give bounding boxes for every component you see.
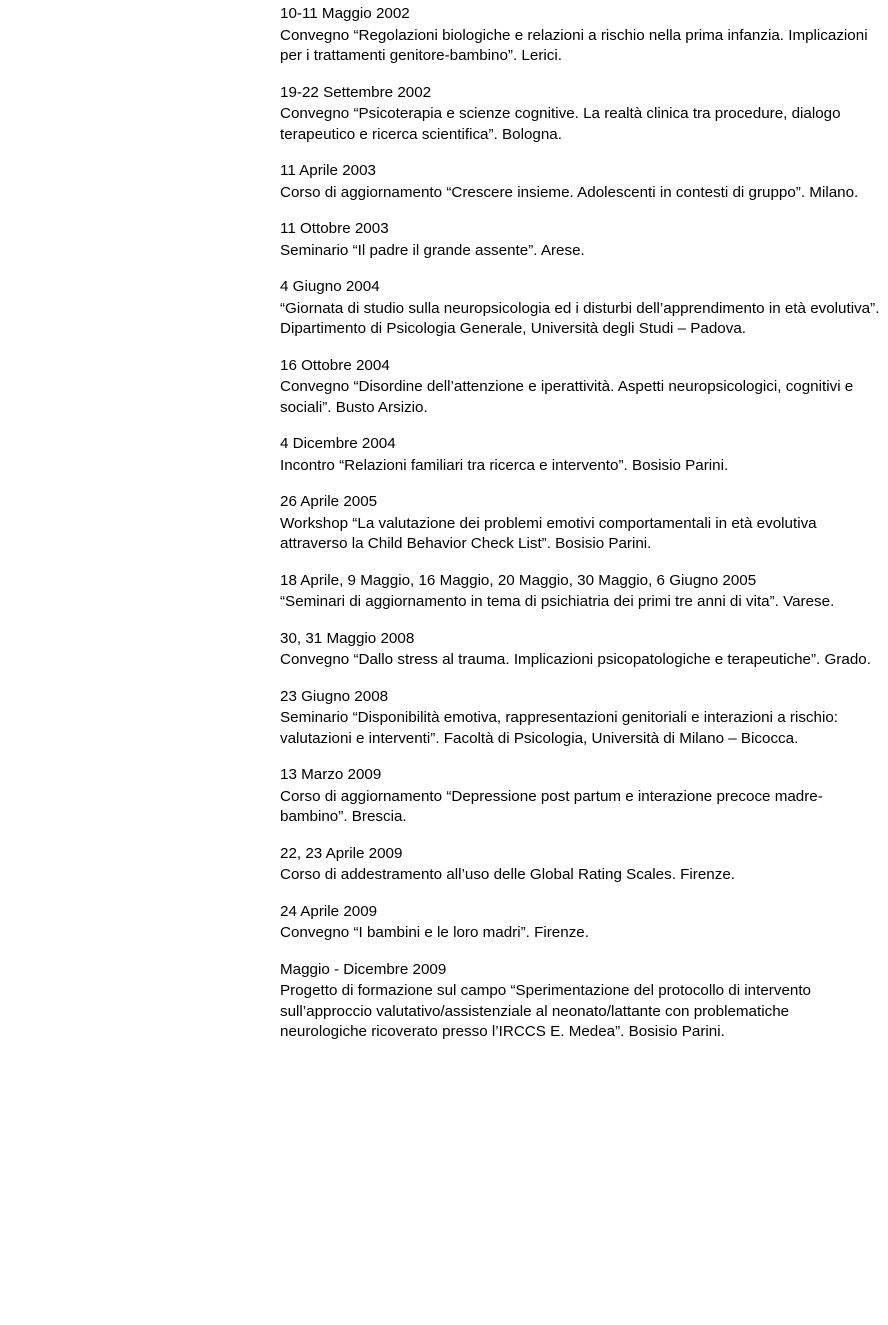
training-entries-list [280, 4, 880, 1059]
list-item [280, 434, 880, 476]
list-item [280, 83, 880, 146]
entry-date: 26 Aprile 2005 [280, 493, 378, 510]
list-item [280, 277, 880, 340]
entry-description: “Seminari di aggiornamento in tema di psichiatria dei primi tre anni di vita”. Varese. [280, 593, 835, 610]
entry-date: 13 Marzo 2009 [280, 766, 382, 783]
entry-description: “Giornata di studio sulla neuropsicologia ed i disturbi dell’apprendimento in età evolutiva”. Dipartimento di Psicologia Generale, Università degli Studi – Padova. [280, 299, 880, 337]
list-item [280, 492, 880, 555]
entry-description: Progetto di formazione sul campo “Sperimentazione del protocollo di intervento sull’approccio valutativo/assistenziale al neonato/lattante con problematiche neurologiche ricoverato presso l’IRCCS E. Medea”. Bosisio Parini. [280, 982, 812, 1040]
entry-description: Corso di addestramento all’uso delle Global Rating Scales. Firenze. [280, 866, 736, 883]
entry-date: 19-22 Settembre 2002 [280, 83, 432, 101]
list-item [280, 356, 880, 419]
list-item [280, 4, 880, 67]
entry-description: Corso di aggiornamento “Crescere insieme. Adolescenti in contesti di gruppo”. Milano. [280, 183, 859, 201]
entry-date: 30, 31 Maggio 2008 [280, 629, 415, 647]
entry-description: Convegno “Psicoterapia e scienze cognitive. La realtà clinica tra procedure, dialogo terapeutico e ricerca scientifica”. Bologna. [280, 105, 841, 143]
list-item [280, 219, 880, 261]
list-item [280, 765, 880, 828]
entry-description: Corso di aggiornamento “Depressione post partum e interazione precoce madre-bambino”. Brescia. [280, 787, 823, 825]
entry-date: 10-11 Maggio 2002 [280, 5, 410, 22]
entry-date: Maggio - Dicembre 2009 [280, 960, 447, 978]
list-item [280, 844, 880, 886]
entry-date: 23 Giugno 2008 [280, 687, 389, 705]
list-item [280, 902, 880, 944]
list-item [280, 687, 880, 750]
list-item [280, 960, 880, 1043]
entry-date: 4 Dicembre 2004 [280, 435, 396, 452]
entry-date: 16 Ottobre 2004 [280, 356, 390, 374]
list-item [280, 161, 880, 203]
list-item [280, 571, 880, 613]
entry-date: 24 Aprile 2009 [280, 902, 378, 920]
entry-date: 18 Aprile, 9 Maggio, 16 Maggio, 20 Maggio, 30 Maggio, 6 Giugno 2005 [280, 571, 757, 589]
entry-description: Seminario “Il padre il grande assente”. Arese. [280, 241, 585, 259]
list-item [280, 629, 880, 671]
entry-description: Convegno “Dallo stress al trauma. Implicazioni psicopatologiche e terapeutiche”. Grado. [280, 651, 871, 668]
entry-date: 11 Aprile 2003 [280, 162, 376, 179]
entry-description: Convegno “I bambini e le loro madri”. Firenze. [280, 924, 589, 941]
entry-date: 4 Giugno 2004 [280, 278, 380, 295]
entry-description: Workshop “La valutazione dei problemi emotivi comportamentali in età evolutiva attraverso la Child Behavior Check List”. Bosisio Parini. [280, 514, 817, 552]
entry-date: 22, 23 Aprile 2009 [280, 844, 403, 862]
entry-description: Convegno “Disordine dell’attenzione e iperattività. Aspetti neuropsicologici, cognitivi e sociali”. Busto Arsizio. [280, 378, 854, 416]
entry-date: 11 Ottobre 2003 [280, 220, 389, 237]
entry-description: Seminario “Disponibilità emotiva, rappresentazioni genitoriali e interazioni a rischio: valutazioni e interventi”. Facoltà di Psicologia, Università di Milano – Bicocca. [280, 709, 838, 747]
entry-description: Incontro “Relazioni familiari tra ricerca e intervento”. Bosisio Parini. [280, 456, 729, 474]
entry-description: Convegno “Regolazioni biologiche e relazioni a rischio nella prima infanzia. Implicazioni per i trattamenti genitore-bambino”. Lerici. [280, 26, 868, 64]
